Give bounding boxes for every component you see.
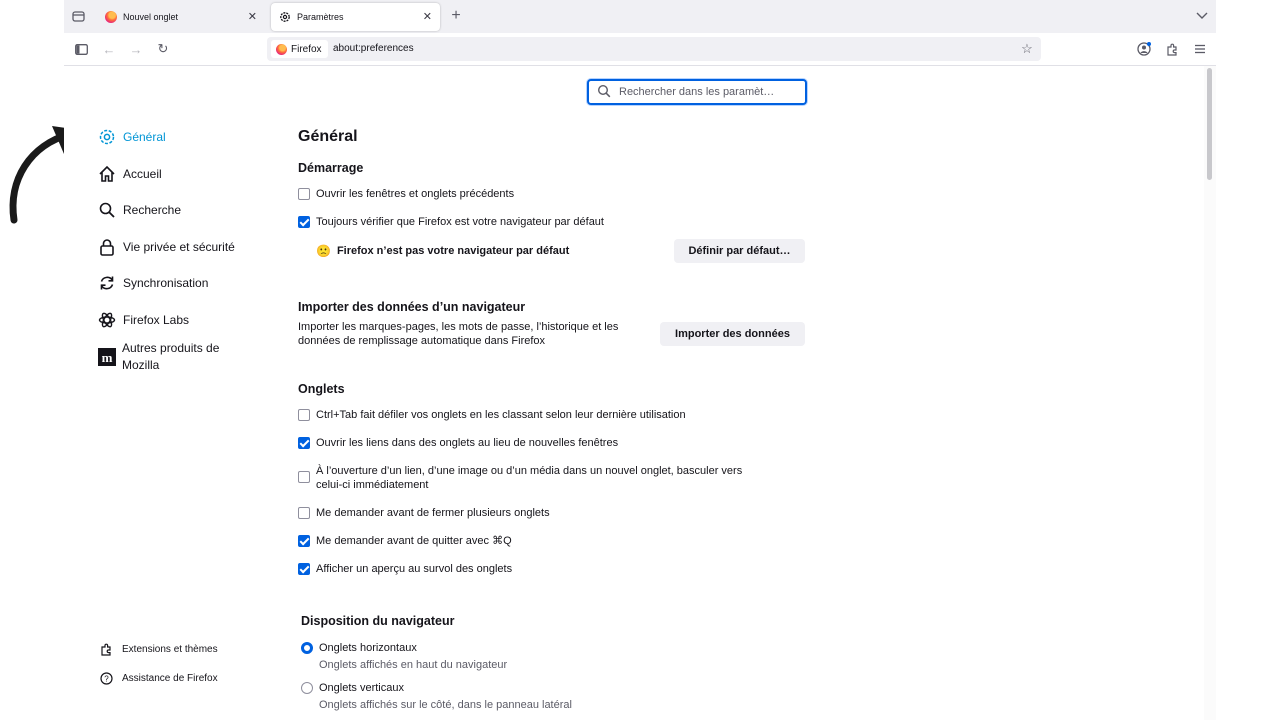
radio-row-vertical-tabs[interactable] (301, 681, 404, 695)
lock-icon (97, 237, 117, 257)
svg-text:m: m (101, 350, 113, 365)
search-input[interactable] (587, 79, 807, 105)
sync-icon (97, 273, 117, 293)
page-title: Général (298, 128, 358, 145)
account-icon[interactable] (1136, 41, 1152, 57)
checkbox[interactable] (298, 535, 310, 547)
tab-settings[interactable] (271, 3, 440, 31)
scrollbar[interactable] (1204, 66, 1216, 720)
sidebar-link-label: Extensions et thèmes (122, 643, 218, 655)
firefox-icon (276, 44, 287, 55)
close-icon[interactable]: ✕ (247, 11, 257, 23)
url-bar[interactable] (267, 37, 1041, 61)
puzzle-icon (99, 642, 113, 656)
close-icon[interactable]: ✕ (422, 11, 432, 23)
sidebar-item-general[interactable] (97, 126, 166, 148)
identity-label: Firefox (291, 43, 322, 55)
list-all-tabs-chevron-icon[interactable] (1194, 8, 1210, 24)
radio-description: Onglets affichés en haut du navigateur (319, 659, 508, 671)
sidebar-item-label: Vie privée et sécurité (123, 240, 235, 254)
sidebar-item-search[interactable] (97, 199, 181, 221)
sidebar-item-label: Firefox Labs (123, 313, 190, 327)
checkbox[interactable] (298, 409, 310, 421)
checkbox-row-ctrl-tab[interactable] (298, 408, 686, 422)
bookmark-star-icon[interactable]: ☆ (1021, 41, 1033, 56)
checkbox-row-warn-close-tabs[interactable] (298, 506, 550, 520)
search-icon (597, 84, 611, 98)
svg-text:?: ? (103, 674, 109, 683)
section-heading-import: Importer des données d’un navigateur (298, 300, 526, 314)
import-description-line2: données de remplissage automatique dans Firefox (298, 335, 546, 347)
new-tab-plus-icon[interactable]: + (451, 7, 461, 24)
preferences-page (64, 66, 1216, 720)
checkbox-row-open-links-in-tabs[interactable] (298, 436, 618, 450)
checkbox-row-switch-to-new-tab[interactable] (298, 464, 742, 492)
tab-title: Nouvel onglet (123, 12, 179, 22)
scrollbar-thumb[interactable] (1207, 68, 1212, 180)
navigation-toolbar (64, 33, 1216, 66)
help-icon (99, 671, 113, 685)
checkbox-row-warn-quit[interactable] (298, 534, 512, 548)
sidebar-item-sync[interactable] (97, 272, 208, 294)
radio-button[interactable] (301, 682, 313, 694)
import-description-line1: Importer les marques-pages, les mots de passe, l’historique et les (298, 321, 619, 333)
sidebar-item-mozilla-products[interactable] (97, 346, 123, 368)
sidebar-item-home[interactable] (97, 163, 162, 185)
tab-title: Paramètres (297, 12, 344, 22)
import-data-button[interactable]: Importer des données (660, 322, 805, 346)
checkbox-label: Ctrl+Tab fait défiler vos onglets en les classant selon leur dernière utilisation (316, 409, 686, 421)
checkbox-row-check-default[interactable] (298, 215, 604, 229)
tab-overview-icon[interactable] (70, 8, 86, 24)
labs-icon (97, 310, 117, 330)
checkbox[interactable] (298, 563, 310, 575)
checkbox[interactable] (298, 188, 310, 200)
checkbox-label-line2: celui-ci immédiatement (316, 479, 429, 491)
search-placeholder: Rechercher dans les paramèt… (619, 86, 775, 98)
checkbox-label: Me demander avant de fermer plusieurs onglets (316, 507, 550, 519)
sidebar-link-extensions[interactable] (99, 641, 218, 657)
tab-strip (64, 0, 1216, 33)
forward-arrow-icon[interactable]: → (129, 41, 143, 57)
checkbox-label: Ouvrir les fenêtres et onglets précédents (316, 188, 515, 200)
checkbox[interactable] (298, 507, 310, 519)
sidebar-item-label: Général (123, 130, 166, 144)
default-browser-status (316, 244, 569, 258)
status-text: Firefox n’est pas votre navigateur par défaut (336, 245, 570, 257)
sidebar-item-label: Accueil (123, 167, 162, 181)
sidebar-item-privacy[interactable] (97, 236, 235, 258)
checkbox-label: Toujours vérifier que Firefox est votre navigateur par défaut (316, 216, 604, 228)
checkbox-row-open-previous[interactable] (298, 187, 514, 201)
sidebar-item-label[interactable]: Autres produits de Mozilla (122, 341, 220, 372)
mozilla-icon (97, 347, 117, 367)
search-icon (97, 200, 117, 220)
section-heading-tabs: Onglets (298, 382, 345, 396)
checkbox-label (316, 464, 742, 492)
checkbox-label-line1: À l’ouverture d’un lien, d’une image ou d’un média dans un nouvel onglet, basculer vers (316, 465, 743, 477)
checkbox[interactable] (298, 216, 310, 228)
back-arrow-icon[interactable]: ← (102, 41, 116, 57)
checkbox-row-tab-preview[interactable] (298, 562, 512, 576)
radio-label: Onglets horizontaux (319, 642, 417, 654)
checkbox-label: Me demander avant de quitter avec ⌘Q (316, 535, 512, 547)
identity-box[interactable] (271, 40, 328, 58)
gear-icon (97, 127, 117, 147)
sidebar-link-label: Assistance de Firefox (122, 672, 218, 684)
hamburger-menu-icon[interactable] (1192, 41, 1208, 57)
sidebar-item-labs[interactable] (97, 309, 189, 331)
radio-label: Onglets verticaux (319, 682, 404, 694)
checkbox-label: Ouvrir les liens dans des onglets au lieu de nouvelles fenêtres (316, 437, 619, 449)
sidebar-link-support[interactable] (99, 670, 218, 686)
section-heading-startup: Démarrage (298, 161, 364, 175)
radio-button[interactable] (301, 642, 313, 654)
radio-description: Onglets affichés sur le côté, dans le panneau latéral (319, 699, 572, 711)
checkbox[interactable] (298, 437, 310, 449)
section-heading-layout: Disposition du navigateur (301, 614, 455, 628)
sad-face-icon: 🙁 (316, 244, 331, 258)
sidebar-item-label: Recherche (123, 203, 182, 217)
set-default-button[interactable]: Définir par défaut… (674, 239, 805, 263)
gear-icon (279, 11, 291, 23)
home-icon (97, 164, 117, 184)
tab-new-tab[interactable] (97, 3, 265, 31)
sidebar-item-label: Synchronisation (123, 276, 209, 290)
checkbox-label: Afficher un aperçu au survol des onglets (316, 563, 513, 575)
url-text[interactable]: about:preferences (333, 43, 414, 54)
firefox-icon (105, 11, 117, 23)
checkbox[interactable] (298, 471, 310, 483)
radio-row-horizontal-tabs[interactable] (301, 641, 417, 655)
browser-window (64, 0, 1216, 720)
sidebar-toggle-icon[interactable] (73, 41, 89, 57)
extensions-puzzle-icon[interactable] (1164, 41, 1180, 57)
reload-icon[interactable]: ↻ (157, 41, 169, 56)
